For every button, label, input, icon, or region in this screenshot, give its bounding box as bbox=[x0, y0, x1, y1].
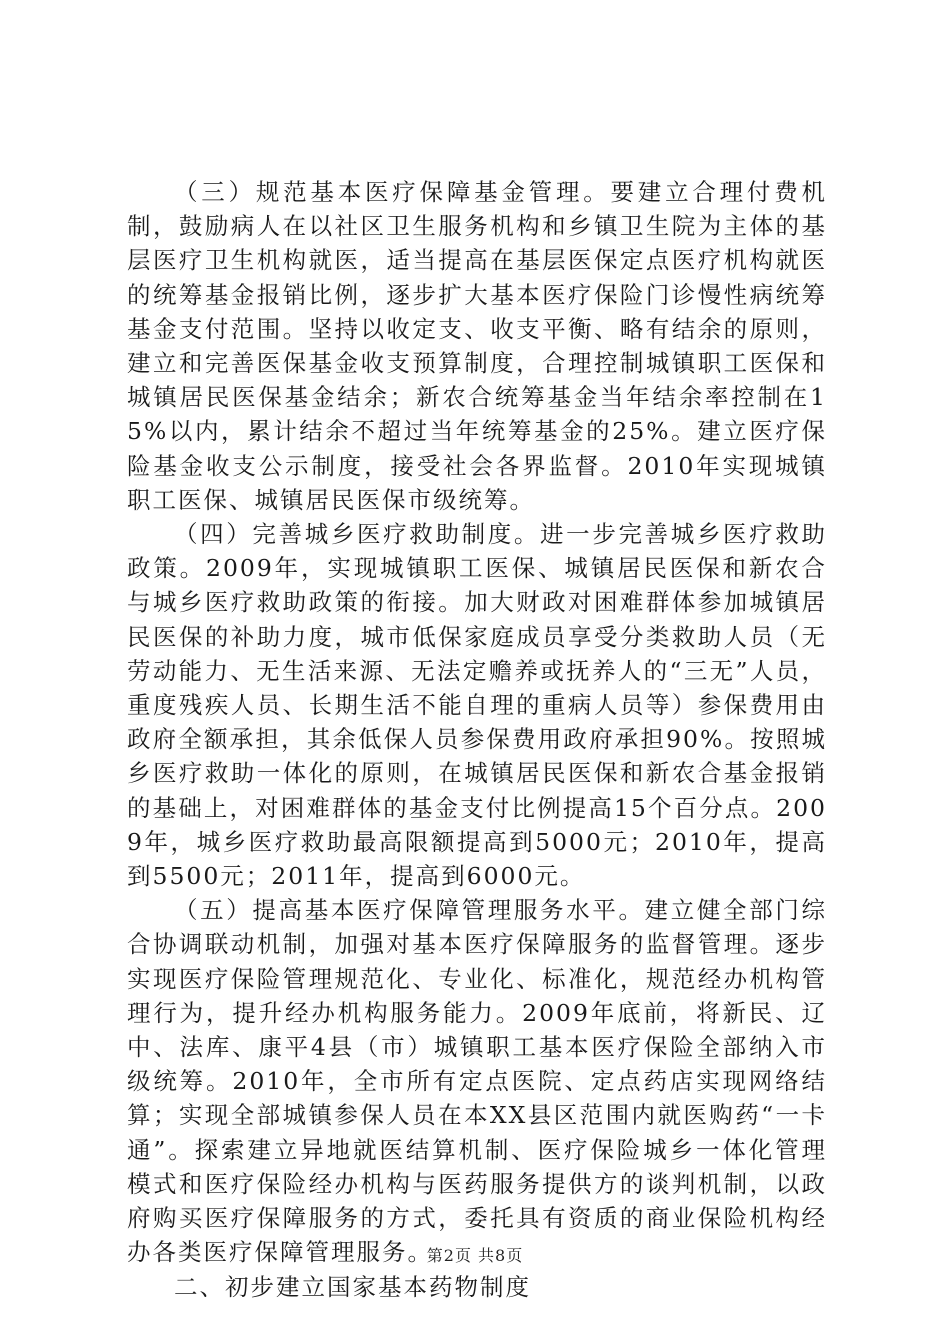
paragraph-service-level: （五）提高基本医疗保障管理服务水平。建立健全部门综合协调联动机制，加强对基本医疗保障服务的监督管理。逐步实现医疗保险管理规范化、专业化、标准化，规范经办机构管理行为，提升经办机构服务能力。2009年底前，将新民、辽中、法库、康平4县（市）城镇职工基本医疗保险全部纳入市级统筹。2010年，全市所有定点医院、定点药店实现网络结算；实现全部城镇参保人员在本XX县区范围内就医购药“一卡通”。探索建立异地就医结算机制、医疗保险城乡一体化管理模式和医疗保险经办机构与医药服务提供方的谈判机制，以政府购买医疗保障服务的方式，委托具有资质的商业保险机构经办各类医疗保障管理服务。 bbox=[127, 896, 827, 1267]
paragraph-fund-management: （三）规范基本医疗保障基金管理。要建立合理付费机制，鼓励病人在以社区卫生服务机构和乡镇卫生院为主体的基层医疗卫生机构就医，适当提高在基层医保定点医疗机构就医的统筹基金报销比例，逐步扩大基本医疗保险门诊慢性病统筹基金支付范围。坚持以收定支、收支平衡、略有结余的原则，建立和完善医保基金收支预算制度，合理控制城镇职工医保和城镇居民医保基金结余；新农合统筹基金当年结余率控制在15%以内，累计结余不超过当年统筹基金的25%。建立医疗保险基金收支公示制度，接受社会各界监督。2010年实现城镇职工医保、城镇居民医保市级统筹。 bbox=[127, 178, 827, 514]
section-heading-essential-drugs: 二、初步建立国家基本药物制度 bbox=[174, 1272, 531, 1301]
page-footer: 第2页 共8页 bbox=[426, 1246, 524, 1265]
document-body bbox=[127, 175, 827, 1304]
paragraph-medical-assistance: （四）完善城乡医疗救助制度。进一步完善城乡医疗救助政策。2009年，实现城镇职工医保、城镇居民医保和新农合与城乡医疗救助政策的衔接。加大财政对困难群体参加城镇居民医保的补助力度，城市低保家庭成员享受分类救助人员（无劳动能力、无生活来源、无法定赡养或抚养人的“三无”人员，重度残疾人员、长期生活不能自理的重病人员等）参保费用由政府全额承担，其余低保人员参保费用政府承担90%。按照城乡医疗救助一体化的原则，在城镇居民医保和新农合基金报销的基础上，对困难群体的基金支付比例提高15个百分点。2009年，城乡医疗救助最高限额提高到5000元；2010年，提高到5500元；2011年，提高到6000元。 bbox=[127, 520, 827, 891]
